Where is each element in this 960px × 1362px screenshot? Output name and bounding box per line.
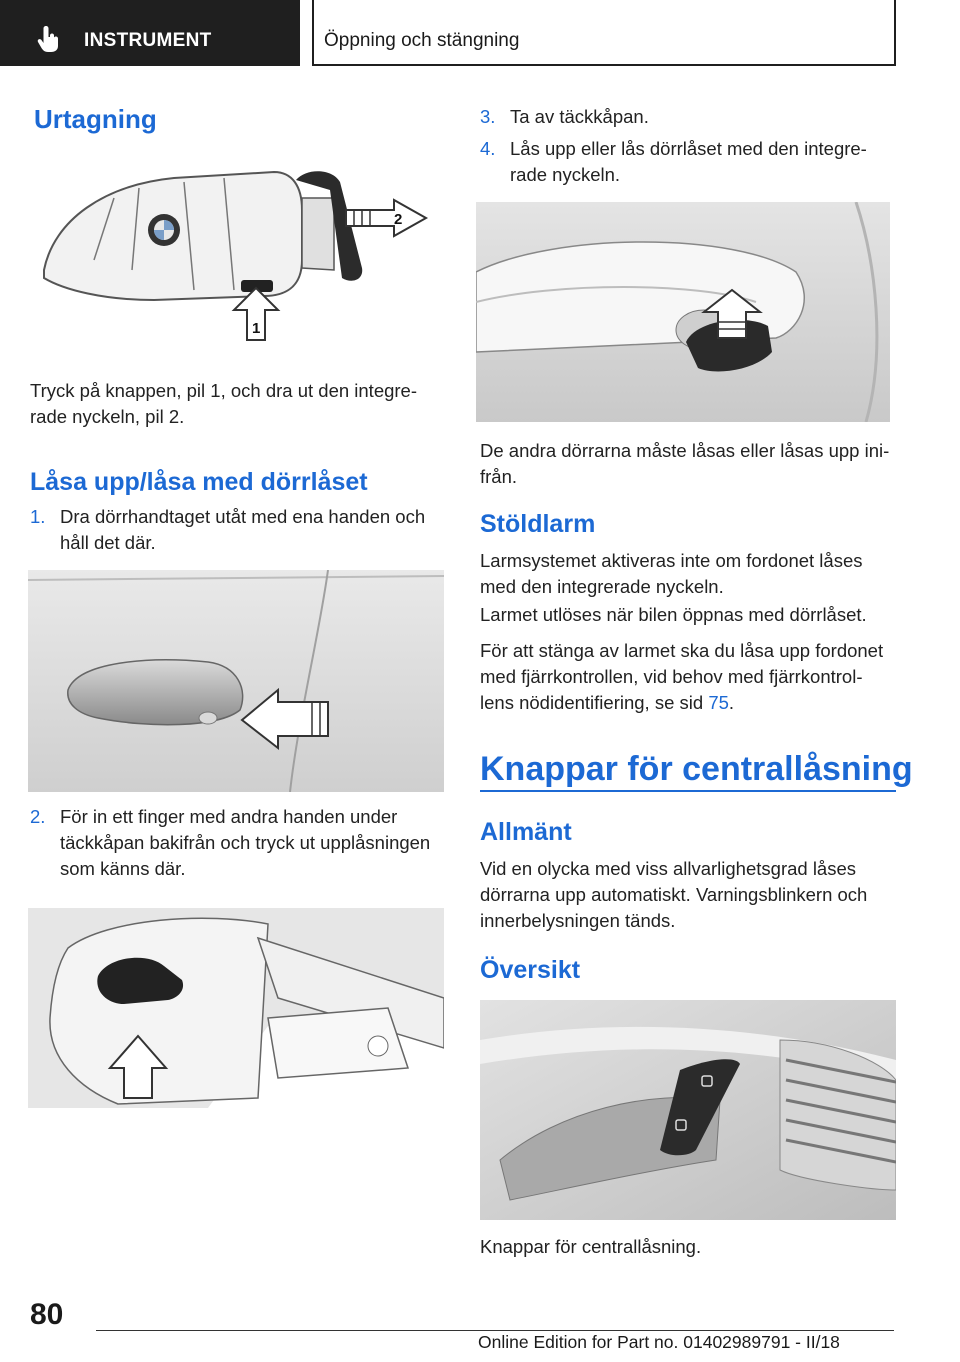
chapter-title: Öppning och stängning [324, 30, 520, 51]
heading-urtagning: Urtagning [34, 104, 157, 134]
paragraph-larmsystemet [480, 548, 896, 600]
heading-underline [480, 790, 896, 792]
step-4-line2: rade nyckeln. [510, 164, 621, 185]
page-reference-link[interactable]: 75 [708, 692, 729, 713]
hand-pointer-icon [34, 24, 64, 54]
paragraph-stanga-line3: lens nödidentifiering, se sid [480, 692, 709, 713]
footer-edition: Online Edition for Part no. 01402989791 - II/18 [478, 1332, 840, 1352]
heading-knappar-centrallasning: Knappar för centrallåsning [480, 750, 913, 788]
step-2-line2: täckkåpan bakifrån och tryck ut upplåsningen [60, 832, 431, 853]
section-tab-label: INSTRUMENT [84, 30, 212, 51]
paragraph-andra-dorrarna [480, 438, 896, 490]
step-1-line2: håll det där. [60, 532, 156, 553]
step-1-line1: Dra dörrhandtaget utåt med ena handen och [60, 506, 426, 527]
paragraph-tryck-line1: Tryck på knappen, pil 1, och dra ut den integre‐ [30, 380, 418, 401]
step-2 [30, 804, 444, 884]
paragraph-larmet-utloses [480, 602, 896, 628]
step-3 [480, 104, 896, 130]
paragraph-larm-line1: Larmsystemet aktiveras inte om fordonet låses [480, 550, 863, 571]
paragraph-larm-line2: med den integrerade nyckeln. [480, 576, 724, 597]
heading-lasa-upp: Låsa upp/låsa med dörrlåset [30, 468, 368, 496]
paragraph-stanga-line2: med fjärrkontrollen, vid behov med fjärrkontrol‐ [480, 666, 863, 687]
heading-stoldlarm: Stöldlarm [480, 510, 596, 538]
section-tab [0, 0, 300, 66]
figure-door-lock-key [476, 202, 890, 422]
step-text [60, 804, 450, 882]
figure-caption [480, 1234, 896, 1260]
step-text: Ta av täckkåpan. [510, 106, 649, 127]
paragraph-olycka [480, 856, 896, 934]
paragraph-andra-line1: De andra dörrarna måste låsas eller låsas upp ini‐ [480, 440, 890, 461]
figure-key-removal [34, 150, 434, 355]
paragraph-andra-line2: från. [480, 466, 518, 487]
paragraph-tryck-line2: rade nyckeln, pil 2. [30, 406, 185, 427]
paragraph-olycka-line2: dörrarna upp automatiskt. Varningsblinkern och [480, 884, 868, 905]
page-number: 80 [30, 1298, 64, 1331]
step-number: 1. [30, 506, 46, 527]
chapter-header [312, 0, 896, 66]
paragraph-olycka-line3: innerbelysningen tänds. [480, 910, 676, 931]
footer-rule [96, 1330, 894, 1331]
figure-door-handle-pull [28, 570, 444, 792]
paragraph-stanga-av-larmet [480, 638, 896, 716]
step-2-line3: som känns där. [60, 858, 186, 879]
figure-central-lock-buttons [480, 1000, 896, 1220]
step-number: 4. [480, 138, 496, 159]
step-number: 2. [30, 806, 46, 827]
figure-caption-text: Knappar för centrallåsning. [480, 1236, 702, 1257]
paragraph-utloses-line1: Larmet utlöses när bilen öppnas med dörrlåset. [480, 604, 867, 625]
step-text [60, 504, 425, 556]
figure-arrow-2-label: 2 [394, 211, 403, 228]
step-text [510, 136, 896, 188]
heading-oversikt: Översikt [480, 956, 581, 984]
paragraph-tryck [30, 378, 444, 430]
figure-arrow-1-label: 1 [252, 320, 261, 337]
step-4-line1: Lås upp eller lås dörrlåset med den integre‐ [510, 138, 867, 159]
step-2-line1: För in ett finger med andra handen under [60, 806, 398, 827]
paragraph-stanga-period: . [728, 692, 735, 713]
step-4 [480, 136, 896, 190]
heading-allmant: Allmänt [480, 818, 572, 846]
step-1 [30, 504, 444, 558]
step-number: 3. [480, 106, 496, 127]
paragraph-olycka-line1: Vid en olycka med viss allvarlighetsgrad låses [480, 858, 857, 879]
paragraph-stanga-line1: För att stänga av larmet ska du låsa upp fordonet [480, 640, 884, 661]
figure-cover-cap [28, 908, 444, 1108]
